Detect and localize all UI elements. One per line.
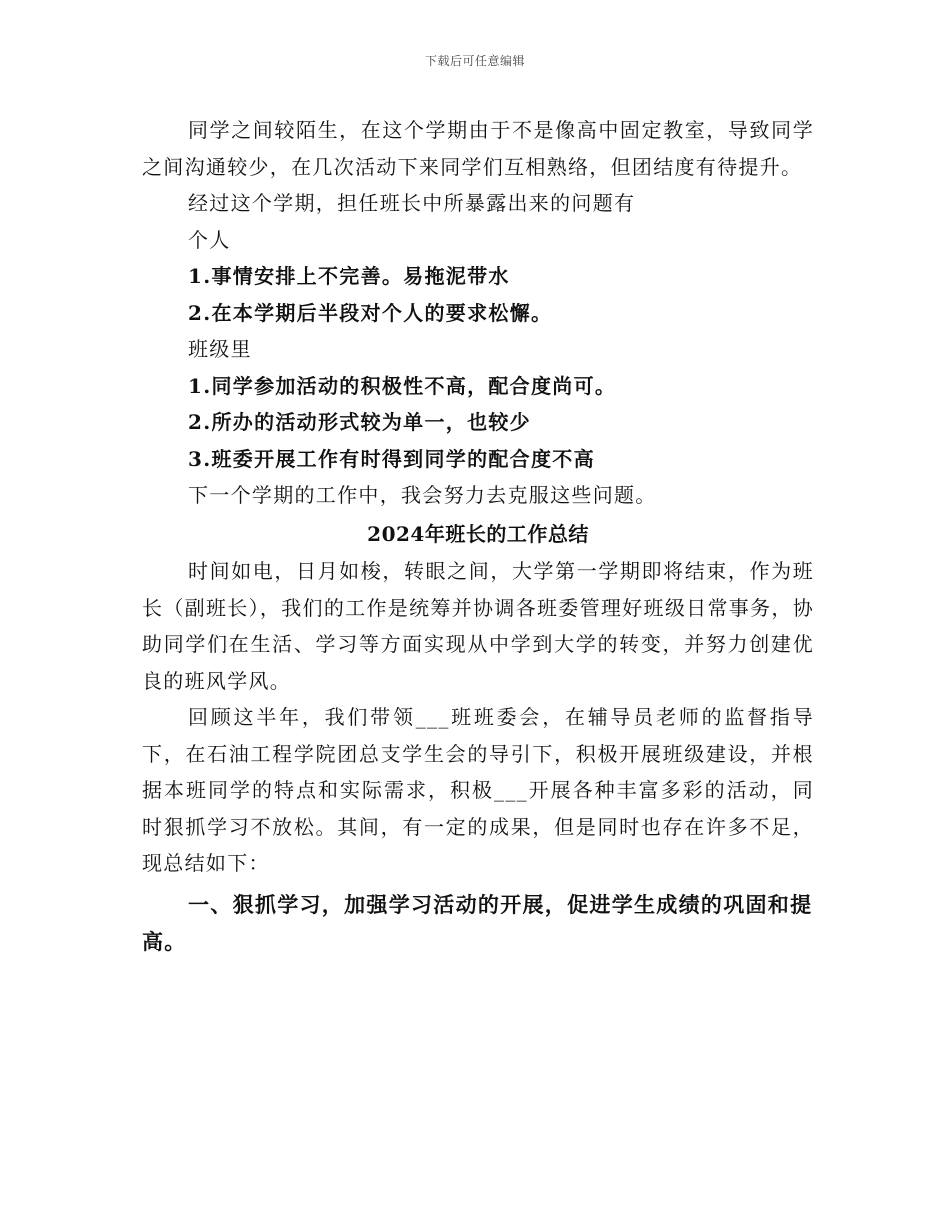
document-body (142, 112, 814, 960)
paragraph-review: 回顾这半年，我们带领___班班委会，在辅导员老师的监督指导下，在石油工程学院团总支学生会的导引下，积极开展班级建设，并根据本班同学的特点和实际需求，积极___开展各种丰富多彩的活动，同时狠抓学习不放松。其间，有一定的成果，但是同时也存在许多不足，现总结如下： (142, 705, 814, 875)
section-heading-study: 一、狠抓学习，加强学习活动的开展，促进学生成绩的巩固和提高。 (142, 891, 813, 954)
class-item: 3.班委开展工作有时得到同学的配合度不高 (188, 446, 595, 471)
class-item: 1.同学参加活动的积极性不高，配合度尚可。 (188, 373, 617, 398)
personal-item: 2.在本学期后半段对个人的要求松懈。 (188, 300, 553, 325)
paragraph-classmates: 同学之间较陌生，在这个学期由于不是像高中固定教室，导致同学之间沟通较少，在几次活动下来同学们互相熟络，但团结度有待提升。 (142, 118, 814, 179)
paragraph-next-term: 下一个学期的工作中，我会努力去克服这些问题。 (188, 483, 657, 507)
personal-label: 个人 (188, 227, 231, 252)
personal-item: 1.事情安排上不完善。易拖泥带水 (188, 264, 510, 288)
paragraph-intro: 时间如电，日月如梭，转眼之间，大学第一学期即将结束，作为班长（副班长），我们的工作是统筹并协调各班委管理好班级日常事务，协助同学们在生活、学习等方面实现从中学到大学的转变，并努力创建优良的班风学风。 (142, 559, 814, 693)
class-item: 2.所办的活动形式较为单一，也较少 (188, 410, 531, 434)
paragraph-problems-intro: 经过这个学期，担任班长中所暴露出来的问题有 (188, 191, 636, 215)
page-header: 下载后可任意编辑 (424, 54, 525, 68)
document-title: 2024年班长的工作总结 (367, 521, 589, 546)
class-label: 班级里 (188, 337, 252, 361)
